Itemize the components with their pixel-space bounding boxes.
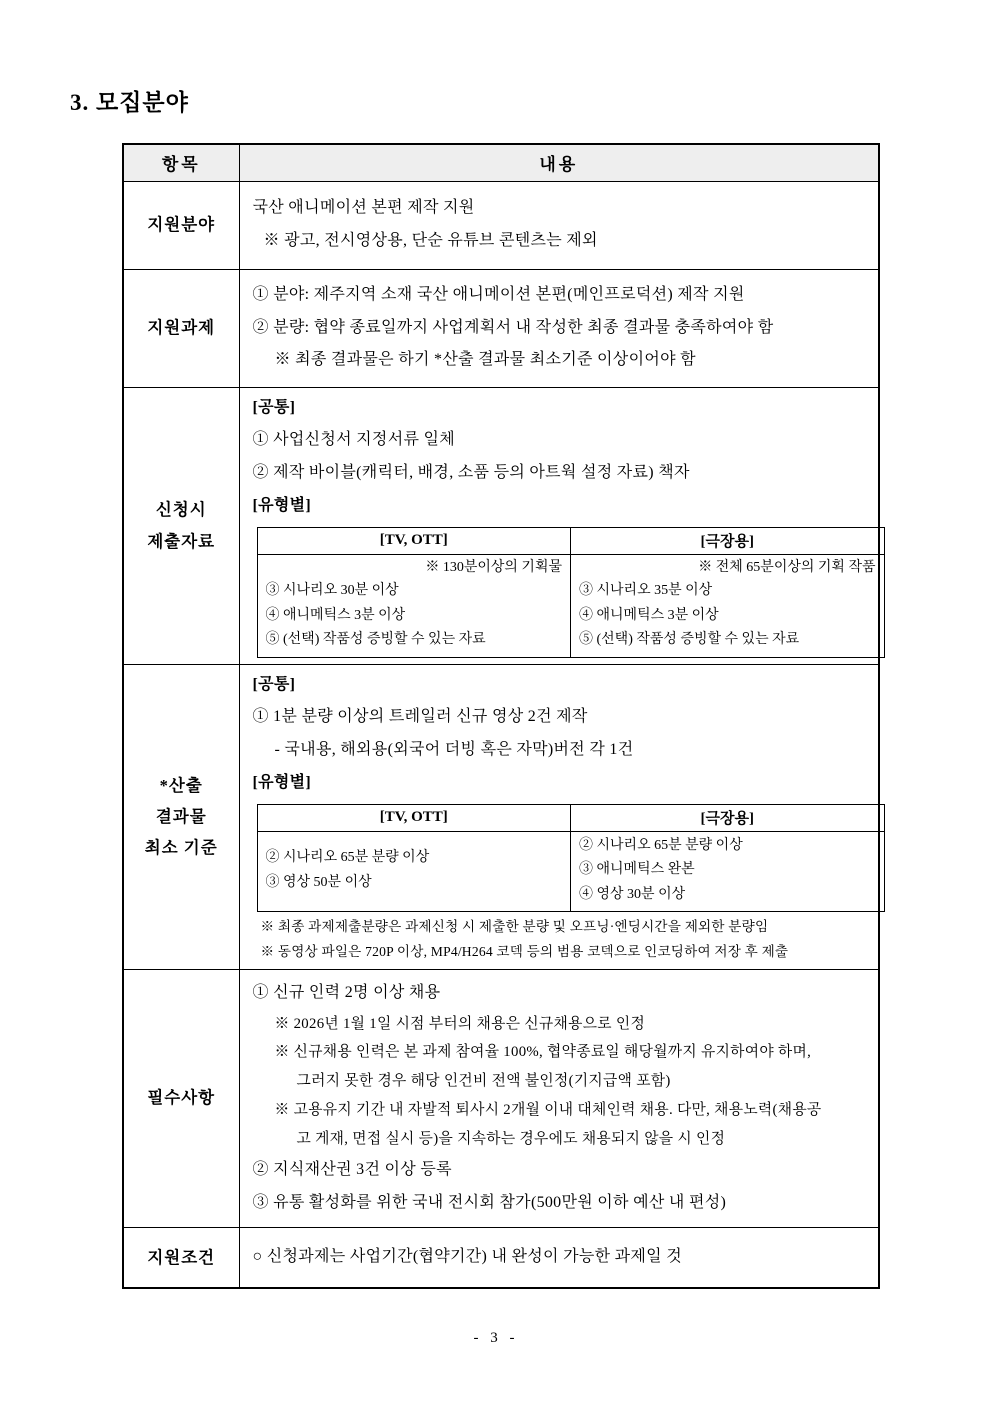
- content-line: ③ 유통 활성화를 위한 국내 전시회 참가(500만원 이하 예산 내 편성): [252, 1193, 727, 1211]
- header-content-cell: 내용: [239, 144, 879, 181]
- inner-item: ③ 영상 50분 이상: [265, 874, 372, 890]
- content-line: 그러지 못한 경우 해당 인건비 전액 불인정(기지급액 포함): [296, 1073, 671, 1090]
- inner-item: ③ 시나리오 35분 이상: [579, 583, 713, 599]
- inner-item: ④ 애니메틱스 3분 이상: [579, 607, 719, 623]
- row-label-line: 신청시: [155, 500, 207, 520]
- row-label-support-project: 지원과제: [123, 269, 239, 387]
- table-header-row: [123, 144, 879, 181]
- inner-header-row: [257, 527, 884, 554]
- content-line: ② 분량: 협약 종료일까지 사업계획서 내 작성한 최종 결과물 충족하여야 함: [252, 318, 774, 336]
- content-line: ※ 2026년 1월 1일 시점 부터의 채용은 신규채용으로 인정: [274, 1015, 646, 1032]
- row-label-line: 최소 기준: [144, 838, 218, 858]
- row-content-requirements: [239, 969, 879, 1227]
- content-line: - 국내용, 해외용(외국어 더빙 혹은 자막)버전 각 1건: [274, 741, 634, 759]
- inner-item: ④ 영상 30분 이상: [579, 886, 686, 902]
- subsection-by-type: [유형별]: [252, 496, 312, 514]
- content-line: 고 게재, 면접 실시 등)을 지속하는 경우에도 채용되지 않을 시 인정: [296, 1130, 726, 1147]
- content-line: ○ 신청과제는 사업기간(협약기간) 내 완성이 가능한 과제일 것: [252, 1247, 682, 1265]
- inner-header-tv-ott: [TV, OTT]: [257, 527, 571, 554]
- row-content-support-project: [239, 269, 879, 387]
- table-row-support-field: [123, 181, 879, 269]
- inner-cell-theatrical: [571, 554, 885, 657]
- row-label-line: 제출자료: [147, 531, 216, 551]
- row-content-minimum-output: [239, 664, 879, 969]
- section-title: 3. 모집분야: [70, 90, 189, 115]
- row-content-application-materials: [239, 387, 879, 664]
- inner-header-theatrical: [극장용]: [571, 804, 885, 831]
- content-line: ② 제작 바이블(캐릭터, 배경, 소품 등의 아트웍 설정 자료) 책자: [252, 464, 690, 482]
- content-line: ① 1분 분량 이상의 트레일러 신규 영상 2건 제작: [252, 708, 588, 726]
- inner-item: ③ 애니메틱스 완본: [579, 862, 695, 878]
- inner-body-row: [257, 831, 884, 912]
- content-line: ※ 고용유지 기간 내 자발적 퇴사시 2개월 이내 대체인력 채용. 다만, 채용노력(채용공: [274, 1102, 822, 1119]
- inner-item: ② 시나리오 65분 분량 이상: [579, 837, 743, 853]
- inner-note: ※ 130분이상의 기획물: [425, 559, 562, 575]
- row-label-line: *산출: [159, 775, 203, 795]
- subsection-common: [공통]: [252, 675, 296, 693]
- row-label-support-condition: 지원조건: [123, 1227, 239, 1288]
- inner-item: ⑤ (선택) 작품성 증빙할 수 있는 자료: [265, 632, 486, 648]
- content-line: ② 지식재산권 3건 이상 등록: [252, 1160, 452, 1178]
- content-line: ① 신규 인력 2명 이상 채용: [252, 983, 441, 1001]
- row-label-line: 결과물: [155, 806, 207, 826]
- inner-cell-tv-ott: [257, 554, 571, 657]
- row-label-requirements: 필수사항: [123, 969, 239, 1227]
- inner-cell-tv-ott: [257, 831, 571, 912]
- inner-item: ③ 시나리오 30분 이상: [265, 583, 399, 599]
- page-number: - 3 -: [473, 1330, 519, 1346]
- materials-type-table: [257, 527, 885, 658]
- inner-header-tv-ott: [TV, OTT]: [257, 804, 571, 831]
- row-label-minimum-output: [123, 664, 239, 969]
- footnote: ※ 최종 과제제출분량은 과제신청 시 제출한 분량 및 오프닝·엔딩시간을 제외한 분량임: [260, 919, 769, 935]
- row-label-support-field: 지원분야: [123, 181, 239, 269]
- row-label-application-materials: [123, 387, 239, 664]
- table-row-support-condition: [123, 1227, 879, 1288]
- recruitment-table: [122, 143, 880, 1289]
- row-content-support-field: [239, 181, 879, 269]
- inner-item: ② 시나리오 65분 분량 이상: [265, 850, 430, 866]
- inner-header-theatrical: [극장용]: [571, 527, 885, 554]
- inner-note: ※ 전체 65분이상의 기획 작품: [698, 559, 876, 575]
- table-row-requirements: [123, 969, 879, 1227]
- content-line: ① 분야: 제주지역 소재 국산 애니메이션 본편(메인프로덕션) 제작 지원: [252, 285, 745, 303]
- inner-cell-theatrical: [571, 831, 885, 912]
- table-row-minimum-output: [123, 664, 879, 969]
- inner-item: ⑤ (선택) 작품성 증빙할 수 있는 자료: [579, 632, 800, 648]
- header-item-cell: 항목: [123, 144, 239, 181]
- content-line: ① 사업신청서 지정서류 일체: [252, 431, 456, 449]
- content-line: ※ 최종 결과물은 하기 *산출 결과물 최소기준 이상이어야 함: [274, 351, 696, 369]
- footnote: ※ 동영상 파일은 720P 이상, MP4/H264 코덱 등의 범용 코덱으로 인코딩하여 저장 후 제출: [260, 944, 789, 960]
- inner-body-row: [257, 554, 884, 657]
- inner-header-row: [257, 804, 884, 831]
- subsection-common: [공통]: [252, 398, 296, 416]
- table-row-application-materials: [123, 387, 879, 664]
- subsection-by-type: [유형별]: [252, 773, 312, 791]
- output-type-table: [257, 804, 885, 913]
- content-line: ※ 광고, 전시영상용, 단순 유튜브 콘텐츠는 제외: [263, 232, 598, 249]
- row-content-support-condition: [239, 1227, 879, 1288]
- table-row-support-project: [123, 269, 879, 387]
- inner-item: ④ 애니메틱스 3분 이상: [265, 607, 406, 623]
- content-line: ※ 신규채용 인력은 본 과제 참여율 100%, 협약종료일 해당월까지 유지하여야 하며,: [274, 1044, 812, 1061]
- content-line: 국산 애니메이션 본편 제작 지원: [252, 199, 475, 217]
